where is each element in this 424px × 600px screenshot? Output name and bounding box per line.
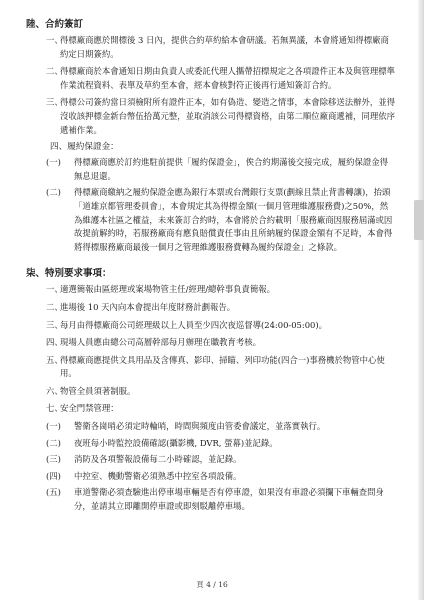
special-item-7 [20,402,396,416]
item-text: 現場人員應由總公司高層幹部每月辦理在職教育考核。 [60,337,261,348]
item-number: 四、 [46,337,63,348]
item-number: 一、 [46,35,63,45]
item-number: 二、 [46,301,63,312]
item-text: 安全門禁管理： [60,403,119,414]
item-text: 進場後 10 天內向本會提出年度財務計劃報告。 [60,301,236,312]
security-item-4 [20,470,396,484]
special-item-3 [20,319,396,333]
security-item-2 [20,437,396,451]
item-number: 六、 [46,385,63,396]
performance-bond-heading: 四、履約保證金： [50,142,119,153]
item-text: 得標廠商繳納之履約保證金應為銀行本票或台灣銀行支票(劃線且禁止背書轉讓)，抬頭「道雄京都管理委員會」，本會規定其為得標金額(一個月管理維護服務費)之50%，然為維護本社區之權益，未來簽訂合約時，本會將於合約載明「服務廠商因服務屆滿或因故提前解約時，若服務廠商有應負賠償責任事由且所納履約保證金額有不足時，本會得將得標服務廠商最後一個月之管理維護服務費轉為履約保證金」之條款。 [74,187,393,252]
item-text: 得標廠商應於訂約進駐前提供「履約保證金」，俟合約期滿後交接完成，履約保證金得無息退還。 [74,157,389,181]
item-number: 一、 [46,284,63,295]
scan-edge-shadow [418,0,424,600]
special-item-6 [20,385,396,399]
section-heading-special: 柒、特別要求事項： [26,268,112,280]
item-number: 七、 [46,403,63,414]
special-item-5 [20,354,396,381]
item-number: (五) [46,487,61,498]
item-text: 得標廠商應於開標後 3 日內，提供合約草約給本會研議。若無異議，本會將通知得標廠商約定日期簽約。 [60,35,389,59]
item-number: 三、 [46,97,63,108]
item-text: 物管全員須著制服。 [60,385,136,396]
item-number: (三) [46,454,61,465]
item-number: (二) [46,187,61,198]
section-gap [20,257,404,267]
bond-item-1 [20,156,396,183]
bond-item-2 [20,186,396,254]
security-item-3 [20,453,396,467]
item-text: 警衛各崗哨必須定時輪哨，時間與頻度由管委會議定，並落實執行。 [74,421,326,432]
special-item-2 [20,301,396,315]
item-text: 得標公司簽約當日須檢附所有證件正本，如有偽造、變造之情事，本會除移送法辦外，並得沒收該押標金新台幣伍拾萬元整，並取消該公司得標資格，由第二順位廠商遞補，同理依序遞補作業。 [60,97,395,135]
contract-item-3 [20,96,396,137]
page-number-footer: 頁 4 / 16 [196,580,228,589]
item-text: 車道警衛必須查驗進出停車場車輛是否有停車證，如果沒有車證必須攔下車輛查問身分，並請其立即離開停車證或即刻駁離停車場。 [74,487,384,512]
item-text: 得標廠商應提供文具用品及含傳真、影印、掃瞄、列印功能(四合一)事務機於物管中心使用。 [60,354,385,379]
special-item-4 [20,336,396,350]
item-number: (一) [46,157,61,168]
item-text: 每月由得標廠商公司經理級以上人員至少四次夜巡督導(24:00-05:00)。 [60,319,328,330]
item-number: 五、 [46,354,63,365]
contract-item-1 [20,34,396,61]
item-number: (一) [46,421,61,432]
special-item-1 [20,283,396,297]
security-item-1 [20,420,396,434]
item-number: (二) [46,437,61,448]
item-number: 二、 [46,66,63,77]
section-heading-contract: 陸、合約簽訂 [26,19,84,30]
item-number: (四) [46,470,61,481]
item-number: 三、 [46,319,63,330]
contract-item-2 [20,65,396,92]
item-text: 中控室、機動警衛必須熟悉中控室各項設備。 [74,470,242,481]
security-item-5 [20,486,396,513]
item-text: 消防及各項警報設備每二小時確認，並記錄。 [74,454,242,465]
item-text: 得標廠商於本會通知日期由負責人或委託代理人攜帶招標規定之各項證件正本及與管理標準作業流程資料、表單及草約至本會，經本會核對符正後再行通知簽訂合約。 [60,66,395,90]
item-text: 夜班每小時監控設備確認(攝影機, DVR, 螢幕)並記錄。 [74,437,278,448]
scan-binding-mark [414,200,424,240]
item-text: 適選簡報由區經理或案場物管主任/經理/總幹事負責簡報。 [60,284,276,295]
